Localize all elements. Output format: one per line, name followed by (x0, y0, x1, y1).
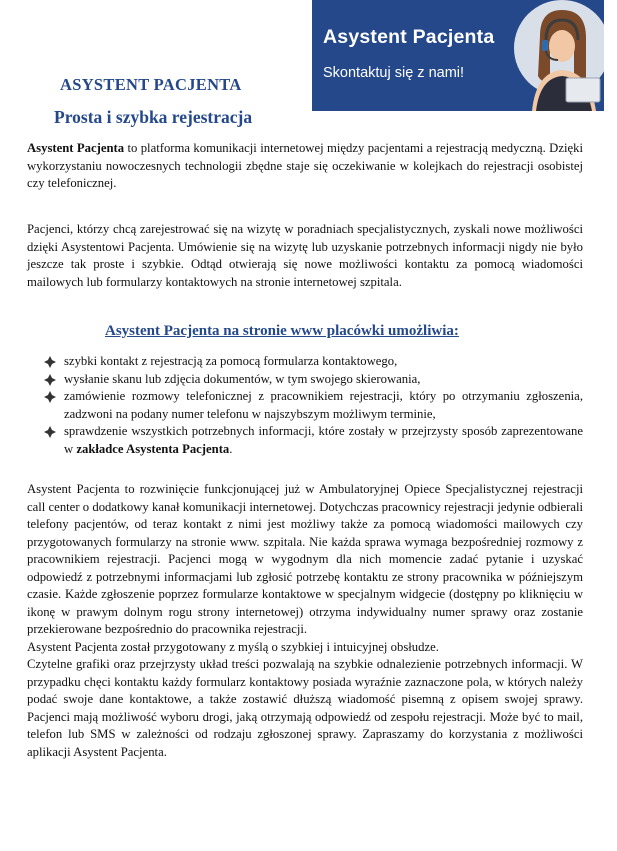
paragraph-2: Pacjenci, którzy chcą zarejestrować się na wizytę w poradniach specjalistycznych, zyskali nowe możliwości dzięki Asystentowi Pacjenta. Umówienie się na wizytę lub uzyskanie potrzebnych informacji nigdy nie było jeszcze tak proste i szybkie. Odtąd otwierają się nowe możliwości kontaktu za pomocą wiadomości mailowych lub formularzy kontaktowych na stronie internetowej szpitala. (27, 222, 583, 289)
banner-subtitle: Skontaktuj się z nami! (323, 65, 465, 81)
document-title: ASYSTENT PACJENTA (60, 75, 242, 94)
description-block (27, 481, 583, 761)
list-item (27, 423, 583, 458)
list-item-text: sprawdzenie wszystkich potrzebnych informacji, które zostały w przejrzysty sposób zaprezentowane w (64, 424, 583, 456)
list-item-text: szybki kontakt z rejestracją za pomocą formularza kontaktowego, (64, 354, 398, 368)
list-item-end: . (229, 441, 233, 456)
section-heading: Asystent Pacjenta na stronie www placówki umożliwia: (105, 323, 459, 339)
agent-headset-icon (500, 0, 604, 111)
diamond-bullet-icon (44, 391, 56, 403)
list-item (27, 371, 583, 389)
tab-reference: zakładce Asystenta Pacjenta (76, 441, 230, 456)
intro-lead: Asystent Pacjenta (27, 141, 125, 155)
list-item (27, 353, 583, 371)
feature-list (27, 353, 583, 458)
diamond-bullet-icon (44, 426, 56, 438)
list-item-text: zamówienie rozmowy telefonicznej z pracownikiem rejestracji, który po otrzymaniu zgłoszenia, zadzwoni na podany numer telefonu w najszybszym możliwym terminie, (64, 389, 583, 421)
intro-paragraph (27, 140, 583, 193)
list-item-text: wysłanie skanu lub zdjęcia dokumentów, w tym swojego skierowania, (64, 371, 421, 386)
list-item (27, 388, 583, 423)
diamond-bullet-icon (44, 374, 56, 386)
paragraph-4: Asystent Pacjenta został przygotowany z myślą o szybkiej i intuicyjnej obsłudze. (27, 639, 439, 654)
contact-banner[interactable] (312, 0, 604, 111)
paragraph-5: Czytelne grafiki oraz przejrzysty układ treści pozwalają na szybkie odnalezienie potrzebnych informacji. W przypadku chęci kontaktu każdy formularz kontaktowy posiada wyraźnie zaznaczone pola, w których należy podać swoje dane kontaktowe, a także zostawić dłuższą wiadomość pisemną z opisem swojej sprawy. Pacjenci mają możliwość wyboru drogi, jaką otrzymają odpowiedź od zespołu rejestracji. Może być to mail, telefon lub SMS w zależności od rodzaju zgłoszonej sprawy. Zapraszamy do korzystania z możliwości aplikacji Asystent Pacjenta. (27, 657, 583, 759)
banner-title: Asystent Pacjenta (323, 26, 495, 48)
document-subtitle: Prosta i szybka rejestracja (54, 107, 253, 127)
intro-rest: to platforma komunikacji internetowej między pacjentami a rejestracją medyczną. Dzięki wykorzystaniu nowoczesnych technologii zbędne staje się oczekiwanie w kolejkach do rejestracji osobistej czy telefonicznej. (27, 141, 583, 190)
paragraph-3: Asystent Pacjenta to rozwinięcie funkcjonującej już w Ambulatoryjnej Opiece Specjalistycznej rejestracji call center o dodatkowy kanał komunikacji internetowej. Dotychczas pracownicy rejestracji jedynie odbierali telefony pacjentów, od teraz kontakt z nimi jest możliwy także za pomocą wiadomości mailowych czy przygotowanych formularzy na stronie www. szpitala. Nie każda sprawa wymaga bezpośredniej rozmowy z pracownikiem rejestracji. Pacjenci mogą w wygodnym dla nich momencie zadać pytanie i uzyskać odpowiedź z potrzebnymi informacjami lub zgłosić potrzebę kontaktu ze strony pracownika w późniejszym czasie. Każde zgłoszenie poprzez formularze kontaktowe w specjalnym widgecie (dostępny po kliknięciu w ikonę w prawym dolnym rogu strony internetowej) otrzyma indywidualny numer sprawy oraz zostanie przekierowane bezpośrednio do pracownika rejestracji. (27, 482, 583, 636)
diamond-bullet-icon (44, 356, 56, 368)
